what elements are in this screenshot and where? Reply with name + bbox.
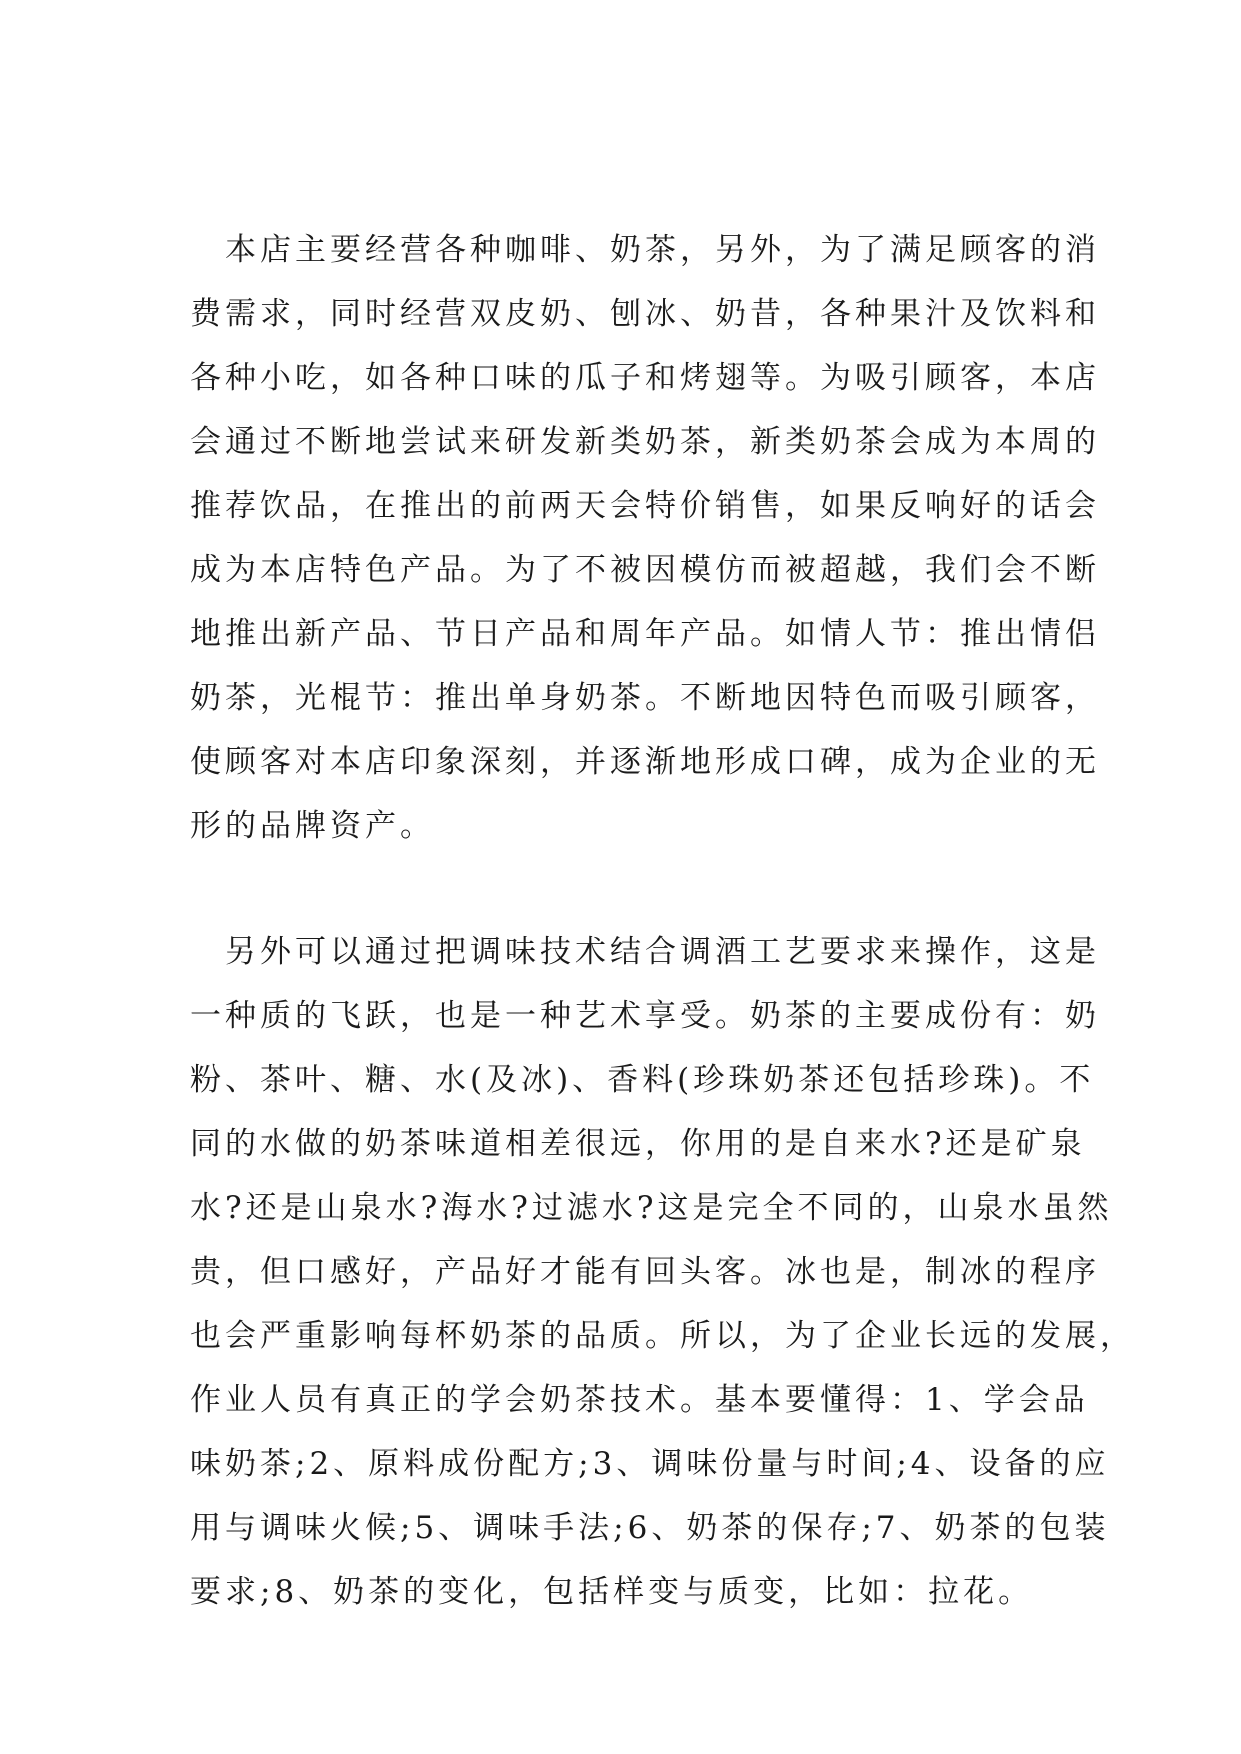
text-line: 地推出新产品、节日产品和周年产品。如情人节：推出情侣	[190, 616, 1100, 652]
text-line: 要求;8、奶茶的变化，包括样变与质变，比如：拉花。	[190, 1574, 1034, 1610]
text-line: 味奶茶;2、原料成份配方;3、调味份量与时间;4、设备的应	[190, 1446, 1110, 1482]
text-line: 形的品牌资产。	[190, 808, 435, 844]
paragraph-2	[190, 920, 1135, 1624]
text-line: 费需求，同时经营双皮奶、刨冰、奶昔，各种果汁及饮料和	[190, 296, 1100, 332]
paragraph-1	[190, 218, 1100, 858]
text-line: 贵，但口感好，产品好才能有回头客。冰也是，制冰的程序	[190, 1254, 1100, 1290]
text-line: 一种质的飞跃，也是一种艺术享受。奶茶的主要成份有：奶	[190, 998, 1100, 1034]
text-line: 奶茶，光棍节：推出单身奶茶。不断地因特色而吸引顾客，	[190, 680, 1100, 716]
text-line: 作业人员有真正的学会奶茶技术。基本要懂得：1、学会品	[190, 1382, 1089, 1418]
text-line: 推荐饮品，在推出的前两天会特价销售，如果反响好的话会	[190, 488, 1100, 524]
text-line: 使顾客对本店印象深刻，并逐渐地形成口碑，成为企业的无	[190, 744, 1100, 780]
text-line: 水?还是山泉水?海水?过滤水?这是完全不同的，山泉水虽然	[190, 1190, 1113, 1226]
text-line: 会通过不断地尝试来研发新类奶茶，新类奶茶会成为本周的	[190, 424, 1100, 460]
text-line: 粉、茶叶、糖、水(及冰)、香料(珍珠奶茶还包括珍珠)。不	[190, 1062, 1095, 1098]
text-line: 也会严重影响每杯奶茶的品质。所以，为了企业长远的发展，	[190, 1318, 1135, 1354]
text-line: 另外可以通过把调味技术结合调酒工艺要求来操作，这是	[190, 934, 1100, 970]
text-line: 成为本店特色产品。为了不被因模仿而被超越，我们会不断	[190, 552, 1100, 588]
text-line: 用与调味火候;5、调味手法;6、奶茶的保存;7、奶茶的包装	[190, 1510, 1110, 1546]
text-line: 本店主要经营各种咖啡、奶茶，另外，为了满足顾客的消	[190, 232, 1100, 268]
text-line: 同的水做的奶茶味道相差很远，你用的是自来水?还是矿泉	[190, 1126, 1086, 1162]
text-line: 各种小吃，如各种口味的瓜子和烤翅等。为吸引顾客，本店	[190, 360, 1100, 396]
